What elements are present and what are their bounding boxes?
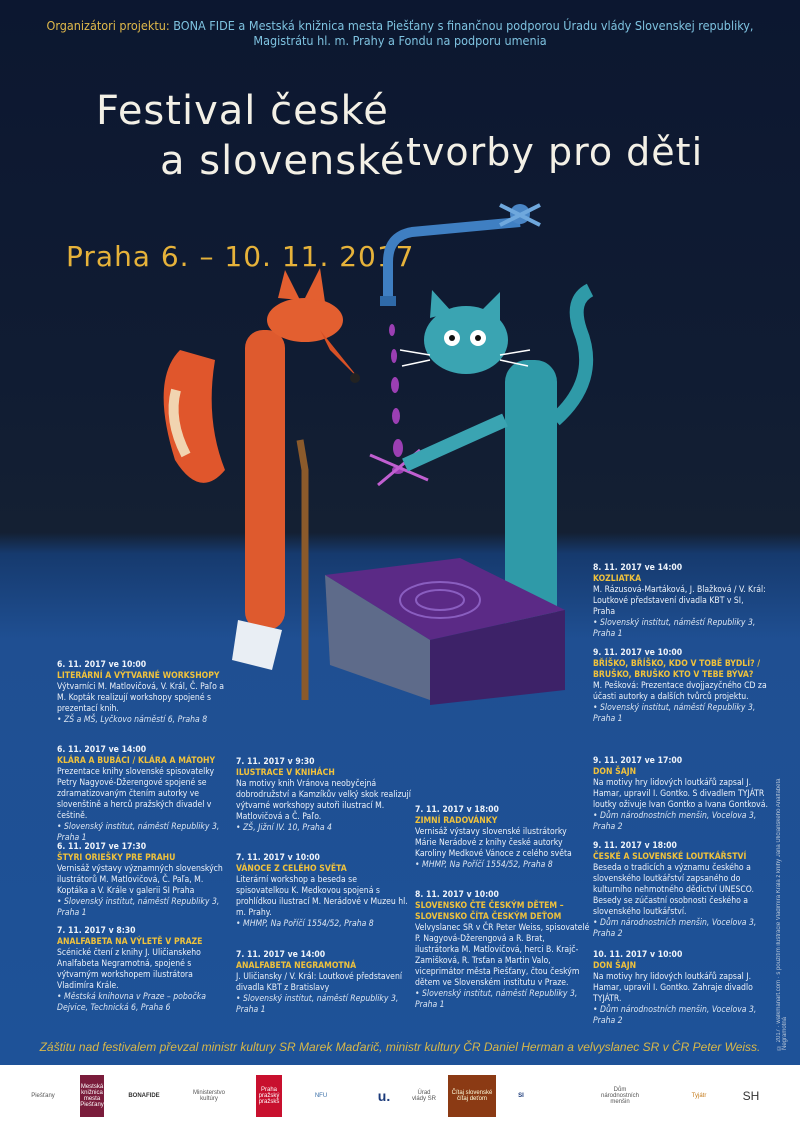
event-12 <box>593 756 768 833</box>
event-date: 6. 11. 2017 ve 10:00 <box>57 660 147 670</box>
credits-line-1: BONA FIDE a Mestská knižnica mesta Piešťany s finančnou podporou Úradu vlády Slovenskej republiky, <box>173 18 754 33</box>
event-date: 8. 11. 2017 ve 14:00 <box>593 563 683 573</box>
event-date: 9. 11. 2017 ve 10:00 <box>593 648 683 658</box>
event-7 <box>236 950 411 1016</box>
event-text: J. Uličiansky / V. Král: Loutkové představení divadla KBT z Bratislavy <box>236 972 402 993</box>
event-place: • Dům národnostních menšin, Vocelova 3, Praha 2 <box>593 1005 757 1026</box>
logo-bonafide: BONAFIDE <box>128 1093 160 1099</box>
event-title: LITERÁRNÍ A VÝTVARNÉ WORKSHOPY <box>57 671 220 681</box>
event-date: 7. 11. 2017 v 18:00 <box>415 805 499 815</box>
event-6 <box>236 853 411 930</box>
event-title: ZIMNÍ RADOVÁNKY <box>415 816 498 826</box>
patronage-text: Záštitu nad festivalem převzal ministr kultury SR Marek Maďarič, ministr kultury ČR Daniel Herman a velvyslanec SR v ČR Peter Weiss. <box>39 1040 761 1054</box>
event-text: Velvyslanec SR v ČR Peter Weiss, spisovatelé P. Nagyová-Džerengová a R. Brat, ilustrátorka M. Matlovičová, herci B. Krajč-Zamišková, R. Trsťan a Martin Valo, viceprimátor města Piešťany, čtou českým dětem ve Slovenském institutu v Praze. <box>415 923 590 988</box>
event-title: ČESKÉ A SLOVENSKÉ LOUTKÁŘSTVÍ <box>593 852 747 862</box>
logo-u: u. <box>377 1088 391 1104</box>
event-date: 10. 11. 2017 v 10:00 <box>593 950 683 960</box>
event-4 <box>57 926 232 1014</box>
logo-nfu: NFU <box>314 1093 328 1099</box>
event-text: Literární workshop a beseda se spisovatelkou K. Medkovou spojená s prohlídkou ilustrací M. Nerádové v Muzeu hl. m. Prahy. <box>236 875 408 918</box>
event-title: VÁNOCE Z CELÉHO SVĚTA <box>236 864 347 874</box>
event-text: Na motivy knih Vránova neobyčejná dobrodružství a Kamzíkův velký skok realizují výtvarné workshopy autoři ilustrací M. Matlovičová a Č. Paľo. <box>236 779 411 822</box>
faucet-pipe-icon <box>388 222 520 300</box>
event-text: Vernisáž výstavy významných slovenských ilustrátorů M. Matlovičová, Č. Paľa, M. Koptáka a V. Krále v galerii SI Praha <box>57 864 223 896</box>
event-title: ILUSTRACE V KNIHÁCH <box>236 768 335 778</box>
event-2 <box>57 745 232 844</box>
logo-library: Mestská knižnica mesta Piešťany <box>80 1075 104 1117</box>
event-place: • ZŠ, Jižní IV. 10, Praha 4 <box>236 823 332 833</box>
event-text: Beseda o tradicích a významu českého a slovenského loutkářství zapsaného do kulturního nehmotného dědictví UNESCO. Besedy se zúčastní osobnosti českého a slovenského loutkářství. <box>593 863 754 917</box>
faucet-spout-icon <box>380 296 396 306</box>
event-place: • MHMP, Na Poříčí 1554/52, Praha 8 <box>236 919 374 929</box>
event-date: 7. 11. 2017 v 10:00 <box>236 853 320 863</box>
event-place: • Slovenský institut, náměstí Republiky 3, Praha 1 <box>415 989 578 1010</box>
event-date: 7. 11. 2017 v 8:30 <box>57 926 136 936</box>
event-title: ANALFABETA NEGRAMOTNÁ <box>236 961 357 971</box>
title-line-1: Festival české <box>96 88 389 134</box>
event-place: • Slovenský institut, náměstí Republiky 3, Praha 1 <box>593 703 756 724</box>
event-11 <box>593 648 768 725</box>
event-place: • MHMP, Na Poříčí 1554/52, Praha 8 <box>415 860 553 870</box>
event-5 <box>236 757 411 834</box>
logo-government: Úrad vlády SR <box>411 1090 436 1102</box>
credits-line-2: Magistrátu hl. m. Prahy a Fondu na podporu umenia <box>253 33 547 48</box>
credits-prefix: Organizátori projektu: <box>46 18 170 33</box>
logo-minorities: Dům národnostních menšin <box>600 1087 640 1105</box>
title-line-3: tvorby pro děti <box>406 130 704 174</box>
event-title: SLOVENSKO ČTE ČESKÝM DĚTEM – SLOVENSKO ČÍTA ČESKÝM DEŤOM <box>415 901 564 922</box>
event-date: 7. 11. 2017 ve 14:00 <box>236 950 326 960</box>
event-text: Na motivy hry lidových loutkářů zapsal J. Hamar, upravil I. Gontko. S divadlem TYJÁTR loutky oživuje Ivan Gontko a Ivana Gontková. <box>593 778 768 810</box>
event-date: 8. 11. 2017 v 10:00 <box>415 890 499 900</box>
event-place: • Slovenský institut, náměstí Republiky 3, Praha 1 <box>236 994 399 1015</box>
event-8 <box>415 805 590 871</box>
logo-tyjatr: Tyjátr <box>691 1093 707 1099</box>
logo-sh: SH <box>742 1089 760 1103</box>
event-place: • ZŠ a MŠ, Lyčkovo náměstí 6, Praha 8 <box>57 715 208 725</box>
event-place: • Slovenský institut, náměstí Republiky 3, Praha 1 <box>57 897 220 918</box>
event-13 <box>593 841 768 940</box>
event-14 <box>593 950 768 1027</box>
event-place: • Dům národnostních menšin, Vocelova 3, Praha 2 <box>593 918 757 939</box>
event-text: M. Rázusová-Martáková, J. Blažková / V. Král: Loutkové představení divadla KBT v SI, Praha <box>593 585 766 617</box>
event-9 <box>415 890 590 1011</box>
event-text: Scénické čtení z knihy J. Uličianskeho Analfabeta Negramotná, spojené s výtvarným workshopem ilustrátora Vladimíra Krále. <box>57 948 201 991</box>
copyright-side-note: © 2017 · walkmanart.com · s použitím ilustrácie Vladimíra Krála z knihy Jána Uličianskeho Analfabeta Negramotná <box>776 778 788 1050</box>
event-date: 6. 11. 2017 ve 17:30 <box>57 842 147 852</box>
event-text: M. Pešková: Prezentace dvojjazyčného CD za účasti autorky a dalších tvůrců projektu. <box>593 681 767 702</box>
event-10 <box>593 563 768 640</box>
event-date: 7. 11. 2017 v 9:30 <box>236 757 315 767</box>
event-title: DON ŠAJN <box>593 961 637 971</box>
event-title: DON ŠAJN <box>593 767 637 777</box>
event-title: ŠTYRI ORIEŠKY PRE PRAHU <box>57 853 176 863</box>
logo-ministry: Ministerstvo kultúry <box>192 1090 225 1102</box>
event-text: Na motivy hry lidových loutkářů zapsal J. Hamar, upravil I. Gontko. Zahraje divadlo TYJÁTR. <box>593 972 753 1004</box>
event-place: • Slovenský institut, náměstí Republiky 3, Praha 1 <box>57 822 220 843</box>
event-3 <box>57 842 232 919</box>
title-line-2: a slovenské <box>160 138 406 184</box>
event-text: Vernisáž výstavy slovenské ilustrátorky Márie Nerádové z knihy české autorky Karoliny Medkové Vánoce z celého světa <box>415 827 572 859</box>
event-1 <box>57 660 232 726</box>
logo-praha: Praha pražský pražskš <box>256 1075 282 1117</box>
logo-read: Čítaj slovenské čítaj deťom <box>448 1075 496 1117</box>
event-date: 9. 11. 2017 v 18:00 <box>593 841 677 851</box>
event-title: ANALFABETA NA VÝLETĚ V PRAZE <box>57 937 203 947</box>
event-place: • Městská knihovna v Praze – pobočka Dejvice, Technická 6, Praha 6 <box>57 992 206 1013</box>
event-place: • Dům národnostních menšin, Vocelova 3, Praha 2 <box>593 811 757 832</box>
event-place: • Slovenský institut, náměstí Republiky 3, Praha 1 <box>593 618 756 639</box>
event-title: KLÁRA A BUBÁCI / KLÁRA A MÁTOHY <box>57 756 216 766</box>
event-date: 9. 11. 2017 ve 17:00 <box>593 756 683 766</box>
sponsor-logos-bar <box>0 1065 800 1131</box>
logo-si: SI <box>518 1093 524 1099</box>
event-title: BŘÍŠKO, BŘÍŠKO, KDO V TOBĚ BYDLÍ? / BRUŠKO, BRUŠKO KTO V TEBE BÝVA? <box>593 659 761 680</box>
logo-piestany: Piešťany <box>31 1093 55 1099</box>
event-text: Výtvarníci M. Matlovičová, V. Král, Č. Paľo a M. Kopták realizují workshopy spojené s prezentací knih. <box>57 682 224 714</box>
event-text: Prezentace knihy slovenské spisovatelky Petry Nagyové-Džerengové spojené se zdramatizovaným čtením autorky ve slovenštině a herců pražských divadel v češtině. <box>57 767 215 821</box>
event-title: KOZLIATKA <box>593 574 642 584</box>
festival-dates: Praha 6. – 10. 11. 2017 <box>66 240 415 273</box>
event-date: 6. 11. 2017 ve 14:00 <box>57 745 147 755</box>
